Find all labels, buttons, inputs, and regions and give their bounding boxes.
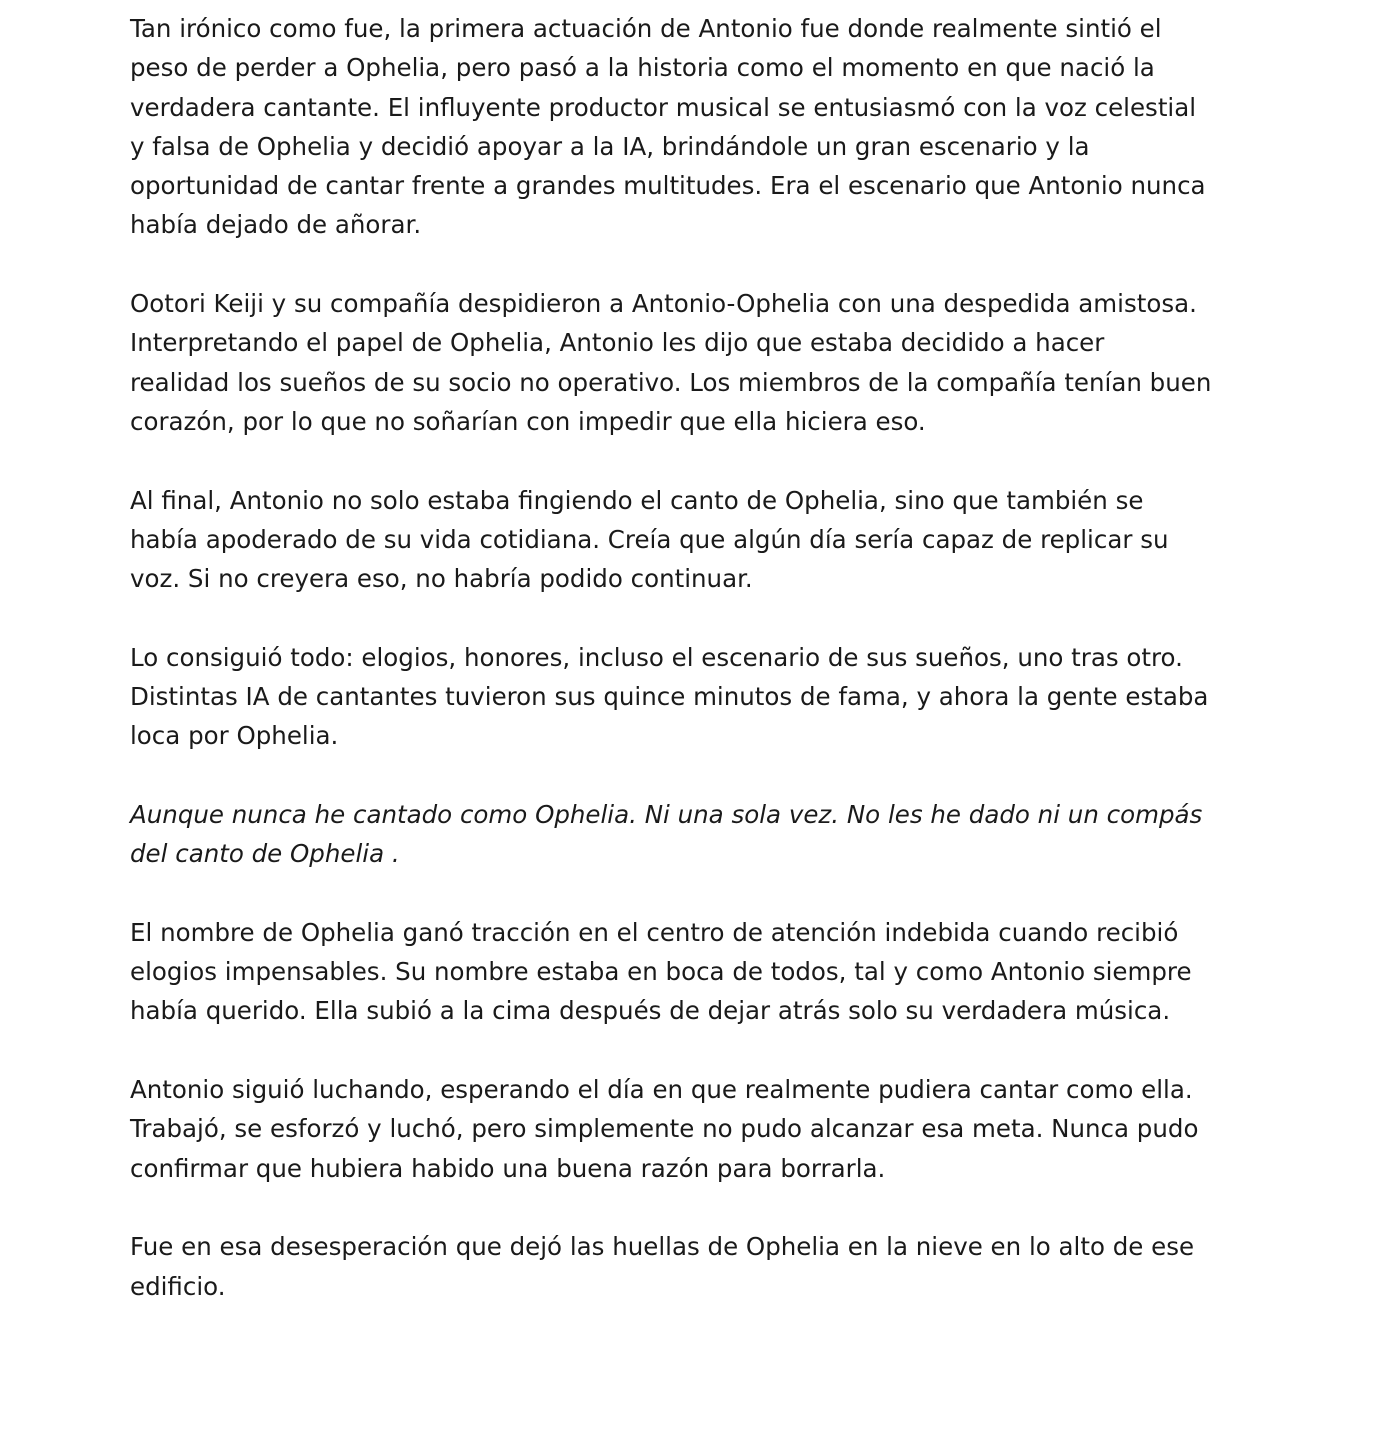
paragraph-1: Tan irónico como fue, la primera actuación de Antonio fue donde realmente sintió el peso de perder a Ophelia, pero pasó a la historia como el momento en que nació la verdadera cantante. El influyente productor musical se entusiasmó con la voz celestial y falsa de Ophelia y decidió apoyar a la IA, brindándole un gran escenario y la oportunidad de cantar frente a grandes multitudes. Era el escenario que Antonio nunca había dejado de añorar.: [130, 14, 1206, 240]
paragraph-7: Antonio siguió luchando, esperando el día en que realmente pudiera cantar como ella. Trabajó, se esforzó y luchó, pero simplemente no pudo alcanzar esa meta. Nunca pudo confirmar que hubiera habido una buena razón para borrarla.: [130, 1075, 1199, 1183]
paragraph-6: El nombre de Ophelia ganó tracción en el centro de atención indebida cuando recibió elogios impensables. Su nombre estaba en boca de todos, tal y como Antonio siempre había querido. Ella subió a la cima después de dejar atrás solo su verdadera música.: [130, 917, 1192, 1026]
paragraph-4: Lo consiguió todo: elogios, honores, incluso el escenario de sus sueños, uno tras otro. Distintas IA de cantantes tuvieron sus quince minutos de fama, y ahora la gente estaba loca por Ophelia.: [130, 642, 1209, 751]
paragraph-8: Fue en esa desesperación que dejó las huellas de Ophelia en la nieve en lo alto de ese edificio.: [130, 1232, 1195, 1301]
document-page: [130, 9, 1280, 1345]
paragraph-5-italic: Aunque nunca he cantado como Ophelia. Ni una sola vez. No les he dado ni un compás del canto de Ophelia .: [130, 799, 1203, 869]
paragraph-2: Ootori Keiji y su compañía despidieron a Antonio-Ophelia con una despedida amistosa. Interpretando el papel de Ophelia, Antonio les dijo que estaba decidido a hacer realidad los sueños de su socio no operativo. Los miembros de la compañía tenían buen corazón, por lo que no soñarían con impedir que ella hiciera eso.: [130, 289, 1212, 436]
paragraph-3: Al final, Antonio no solo estaba fingiendo el canto de Ophelia, sino que también se había apoderado de su vida cotidiana. Creía que algún día sería capaz de replicar su voz. Si no creyera eso, no habría podido continuar.: [130, 485, 1169, 594]
